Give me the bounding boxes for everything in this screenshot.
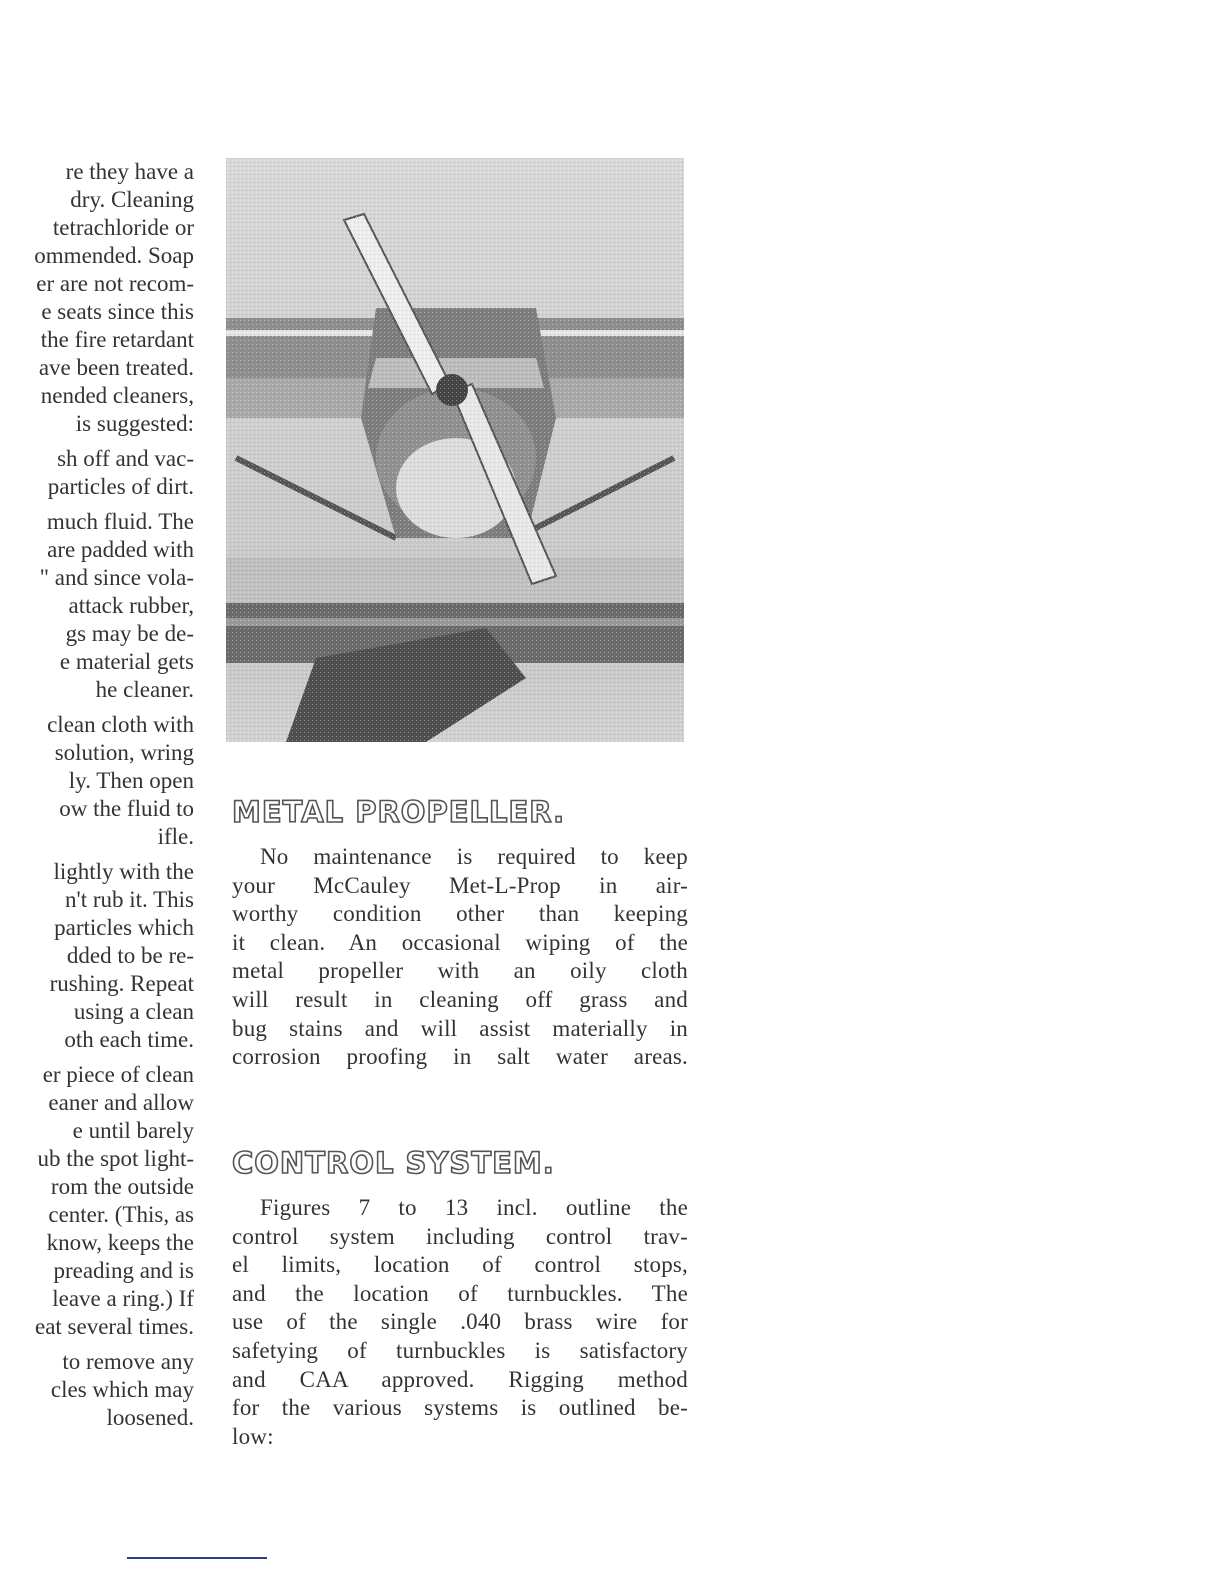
text-line: eat several times. xyxy=(34,1314,194,1339)
text-line: much fluid. The xyxy=(46,509,194,534)
text-line: er piece of clean xyxy=(42,1062,194,1087)
text-line: bug stains and will assist materially in xyxy=(232,1015,688,1041)
footnote-rule xyxy=(127,1557,267,1559)
text-line: loosened. xyxy=(106,1405,194,1430)
left-text-column xyxy=(0,158,194,1439)
text-line: ommended. Soap xyxy=(34,243,194,268)
text-line: preading and is xyxy=(53,1258,194,1283)
text-line: No maintenance is required to keep xyxy=(260,844,688,869)
text-line: e until barely xyxy=(72,1118,194,1143)
text-line: know, keeps the xyxy=(46,1230,194,1255)
text-line: your McCauley Met-L-Prop in air- xyxy=(232,872,688,898)
text-line: e material gets xyxy=(59,649,194,674)
text-line: rushing. Repeat xyxy=(49,971,194,996)
airplane-propeller-photo xyxy=(226,158,684,742)
text-line: and the location of turnbuckles. The xyxy=(232,1280,688,1306)
text-line: for the various systems is outlined be- xyxy=(232,1395,688,1421)
text-line: will result in cleaning off grass and xyxy=(232,986,688,1012)
metal-propeller-paragraph xyxy=(232,843,688,1072)
text-line: attack rubber, xyxy=(68,593,194,618)
text-line: ly. Then open xyxy=(68,768,194,793)
left-paragraph-3 xyxy=(0,508,194,704)
text-line: tetrachloride or xyxy=(52,215,194,240)
text-line: dded to be re- xyxy=(66,943,194,968)
left-paragraph-5 xyxy=(0,858,194,1054)
text-line: oth each time. xyxy=(64,1027,194,1052)
text-line: particles which xyxy=(54,915,194,940)
text-line: to remove any xyxy=(62,1349,194,1374)
text-line: " and since vola- xyxy=(39,565,194,590)
text-line: and CAA approved. Rigging method xyxy=(232,1366,688,1392)
text-line: gs may be de- xyxy=(65,621,194,646)
text-line: is suggested: xyxy=(75,411,194,436)
text-line: metal propeller with an oily cloth xyxy=(232,958,688,984)
text-line: el limits, location of control stops, xyxy=(232,1252,688,1278)
text-line: rom the outside xyxy=(50,1174,194,1199)
left-paragraph-4 xyxy=(0,711,194,851)
text-line: control system including control trav- xyxy=(232,1223,688,1249)
text-line: cles which may xyxy=(50,1377,194,1402)
text-line: lightly with the xyxy=(53,859,194,884)
text-line: low: xyxy=(232,1423,274,1449)
text-line: ub the spot light- xyxy=(37,1146,194,1171)
text-line: n't rub it. This xyxy=(65,887,194,912)
left-paragraph-6 xyxy=(0,1061,194,1341)
text-line: leave a ring.) If xyxy=(52,1286,194,1311)
left-paragraph-1 xyxy=(0,158,194,438)
text-line: particles of dirt. xyxy=(47,474,194,499)
text-line: re they have a xyxy=(65,159,194,184)
text-line: corrosion proofing in salt water areas. xyxy=(232,1044,688,1070)
text-line: safetying of turnbuckles is satisfactory xyxy=(232,1337,688,1363)
text-line: ifle. xyxy=(157,824,194,849)
text-line: nended cleaners, xyxy=(40,383,194,408)
text-line: er are not recom- xyxy=(36,271,194,296)
text-line: sh off and vac- xyxy=(57,446,194,471)
text-line: dry. Cleaning xyxy=(70,187,194,212)
metal-propeller-heading: METAL PROPELLER. xyxy=(232,795,566,829)
text-line: e seats since this xyxy=(41,299,194,324)
text-line: he cleaner. xyxy=(95,677,194,702)
text-line: it clean. An occasional wiping of the xyxy=(232,929,688,955)
text-line: ow the fluid to xyxy=(59,796,194,821)
text-line: center. (This, as xyxy=(48,1202,194,1227)
text-line: clean cloth with xyxy=(47,712,194,737)
text-line: eaner and allow xyxy=(48,1090,194,1115)
text-line: using a clean xyxy=(73,999,194,1024)
text-line: are padded with xyxy=(47,537,194,562)
text-line: use of the single .040 brass wire for xyxy=(232,1309,688,1335)
text-line: solution, wring xyxy=(54,740,194,765)
text-line: the fire retardant xyxy=(40,327,194,352)
left-paragraph-7 xyxy=(0,1348,194,1432)
text-line: ave been treated. xyxy=(38,355,194,380)
text-line: worthy condition other than keeping xyxy=(232,901,688,927)
left-paragraph-2 xyxy=(0,445,194,501)
control-system-paragraph xyxy=(232,1194,688,1451)
control-system-heading: CONTROL SYSTEM. xyxy=(232,1146,555,1180)
text-line: Figures 7 to 13 incl. outline the xyxy=(260,1195,688,1220)
